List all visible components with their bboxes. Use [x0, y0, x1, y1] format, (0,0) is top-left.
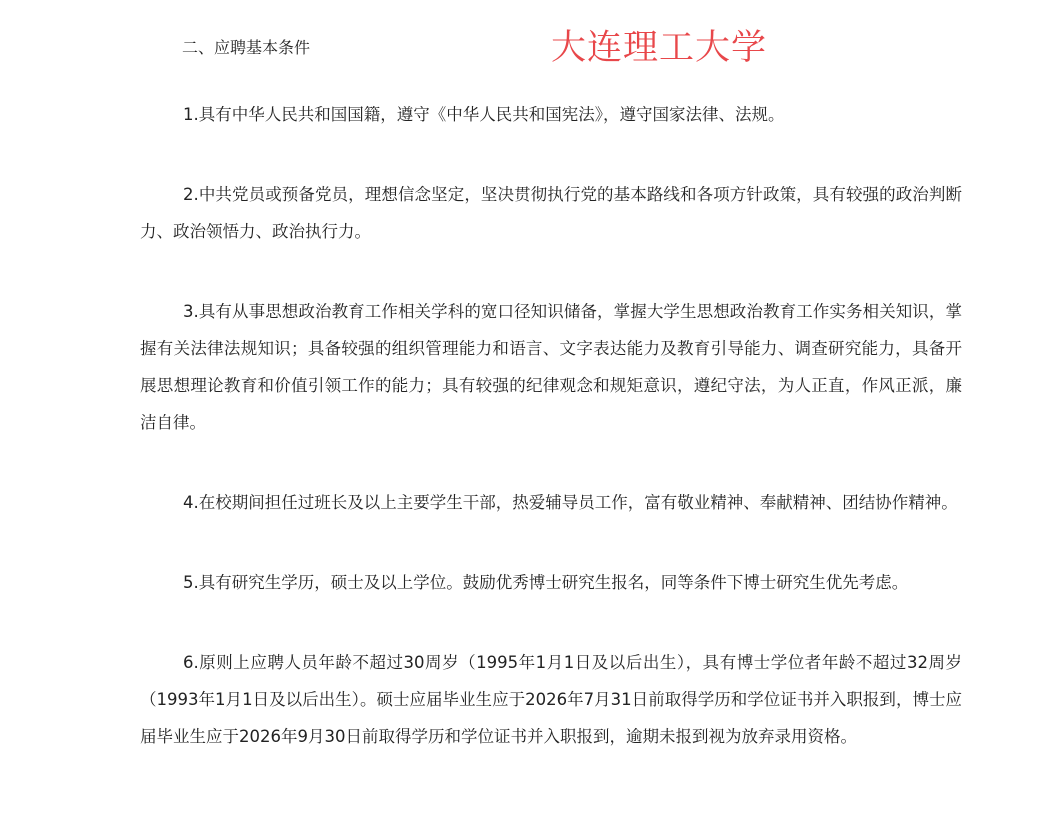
requirement-item-5: 5.具有研究生学历，硕士及以上学位。鼓励优秀博士研究生报名，同等条件下博士研究生优先考虑。 [183, 573, 909, 592]
requirement-item-1: 1.具有中华人民共和国国籍，遵守《中华人民共和国宪法》，遵守国家法律、法规。 [183, 105, 785, 124]
university-watermark: 大连理工大学 [551, 28, 768, 68]
requirement-item-6: 6.原则上应聘人员年龄不超过30周岁（1995年1月1日及以后出生），具有博士学位者年龄不超过32周岁（1993年1月1日及以后出生）。硕士应届毕业生应于2026年7月31日前取得学历和学位证书并入职报到，博士应届毕业生应于2026年9月30日前取得学历和学位证书并入职报到，逾期未报到视为放弃录用资格。 [140, 653, 962, 746]
requirement-item-2: 2.中共党员或预备党员，理想信念坚定，坚决贯彻执行党的基本路线和各项方针政策，具有较强的政治判断力、政治领悟力、政治执行力。 [140, 185, 962, 241]
requirement-item-3: 3.具有从事思想政治教育工作相关学科的宽口径知识储备，掌握大学生思想政治教育工作实务相关知识，掌握有关法律法规知识；具备较强的组织管理能力和语言、文字表达能力及教育引导能力、调查研究能力，具备开展思想理论教育和价值引领工作的能力；具有较强的纪律观念和规矩意识，遵纪守法，为人正直，作风正派，廉洁自律。 [140, 302, 962, 432]
requirement-item-4: 4.在校期间担任过班长及以上主要学生干部，热爱辅导员工作，富有敬业精神、奉献精神、团结协作精神。 [183, 493, 958, 512]
requirements-list [140, 96, 962, 755]
section-heading: 二、应聘基本条件 [182, 38, 311, 57]
